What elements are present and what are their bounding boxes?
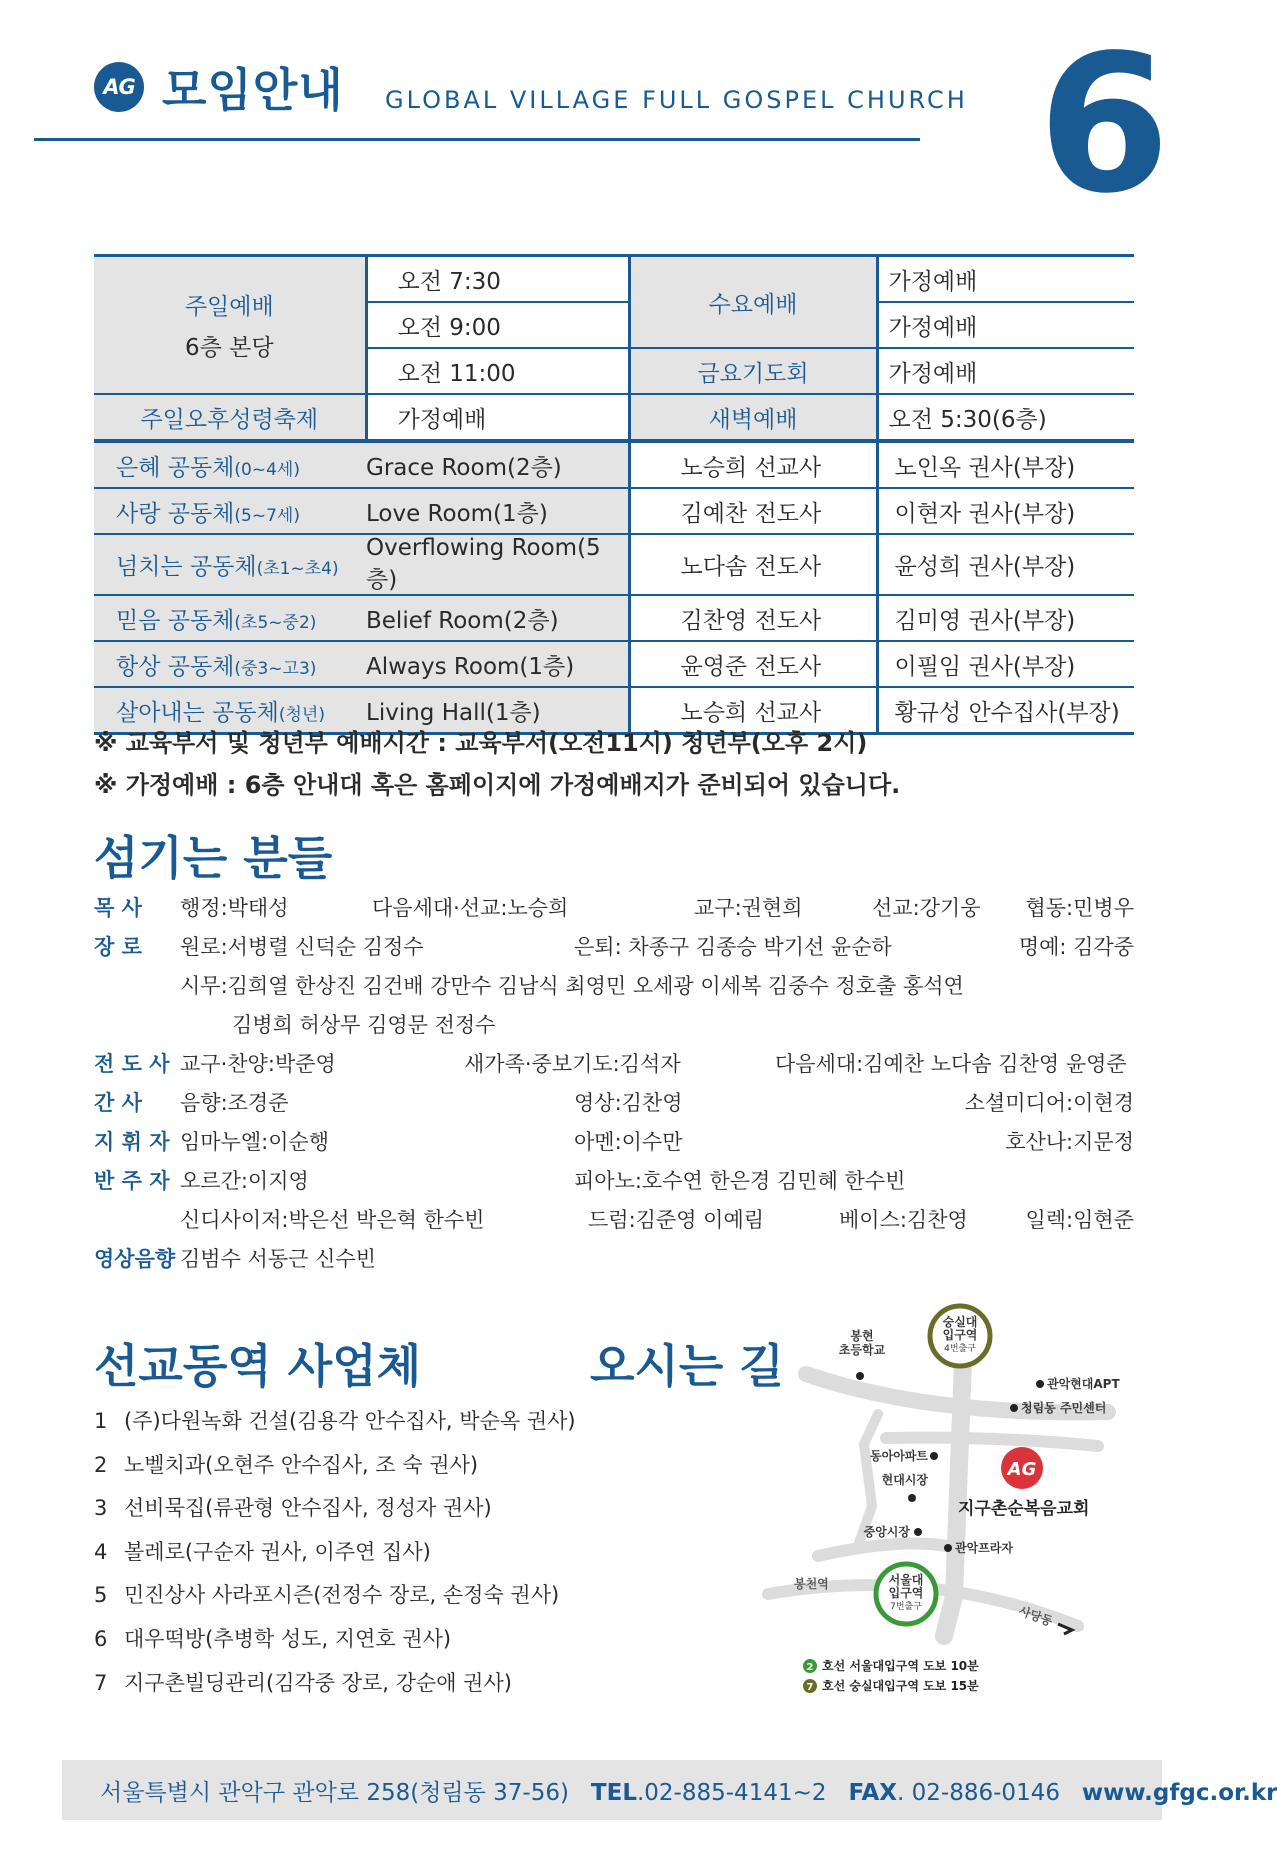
staff-role-label: 장 로 [94,935,142,959]
community-row [94,534,1134,595]
community-pastor: 김예찬 전도사 [629,488,877,534]
map-dot-dong-a [930,1452,938,1460]
community-room: Grace Room(2층) [366,442,629,489]
map-label-sadang: 사당동 [1016,1603,1055,1629]
staff-entry: 김범수 서동근 신수빈 [180,1247,376,1271]
note-home-worship: ※ 가정예배 : 6층 안내대 혹은 홈페이지에 가정예배지가 준비되어 있습니다. [94,771,901,799]
legend-line2-text: 호선 서울대입구역 도보 10분 [822,1659,979,1673]
sunday-service-label: 주일예배 [184,294,274,320]
church-map-logo-text: AG [1007,1459,1037,1480]
staff-role-label: 반 주 자 [94,1169,170,1193]
map-label-center: 청림동 주민센터 [1021,1401,1107,1415]
community-pastor: 윤영준 전도사 [629,641,877,687]
community-name-cell [94,595,366,641]
map-dot-apt [1036,1380,1044,1388]
community-room: Belief Room(2층) [366,595,629,641]
staff-role-label: 지 휘 자 [94,1130,170,1154]
sunday-service-cell [94,256,366,395]
staff-entry: 오르간:이지영 [180,1169,309,1193]
staff-row [94,1204,1134,1243]
dawn-service-label: 새벽예배 [629,394,877,441]
community-name: 믿음 공동체 [116,607,235,634]
staff-entry: 드럼:김준영 이예림 [588,1208,765,1232]
page-title: 모임안내 [162,63,344,117]
church-name-english: GLOBAL VILLAGE FULL GOSPEL CHURCH [385,86,968,114]
mission-business-number: 3 [94,1496,108,1521]
community-table [94,440,1134,735]
map-label-central-market: 중앙시장 [863,1525,910,1539]
mission-business-text: 선비묵집(류관형 안수집사, 정성자 권사) [124,1496,492,1521]
staff-entry: 시무:김희열 한상진 김건배 강만수 김남식 최영민 오세광 이세복 김중수 정호출 홍석연 [180,974,964,998]
staff-entry: 영상:김찬영 [574,1091,683,1115]
staff-row [94,931,1134,970]
staff-entry: 신디사이저:박은선 박은혁 한수빈 [180,1208,485,1232]
community-leader: 윤성희 권사(부장) [877,534,1134,595]
staff-entry: 은퇴: 차종구 김종승 박기선 윤순하 [574,935,892,959]
staff-entry: 행정:박태성 [180,896,289,920]
mission-business-list [94,1400,576,1705]
map-school-dot [856,1372,864,1380]
sunday-service-place: 6층 본당 [184,335,274,361]
mission-business-number: 1 [94,1409,108,1433]
community-name: 항상 공동체 [116,653,235,680]
community-pastor: 김찬영 전도사 [629,595,877,641]
legend-line2-num: 2 [806,1662,814,1673]
staff-role-label: 목 사 [94,896,142,920]
mission-business-item [94,1444,576,1488]
community-leader: 이현자 권사(부장) [877,488,1134,534]
road-upper [886,1438,1098,1446]
map-dot-central-market [914,1528,922,1536]
directions-section-title: 오시는 길 [590,1339,784,1393]
community-name-cell [94,442,366,489]
community-age: (5~7세) [234,505,300,526]
sunday-afternoon-value: 가정예배 [366,394,629,441]
sunday-afternoon-label: 주일오후성령축제 [94,394,366,441]
staff-entry: 교구·찬양:박준영 [180,1052,336,1076]
mission-section-title: 선교동역 사업체 [94,1339,422,1393]
community-name-cell [94,641,366,687]
staff-entry: 임마누엘:이순행 [180,1130,330,1154]
footer-tel-label: TEL [590,1780,637,1806]
community-pastor: 노승희 선교사 [629,687,877,734]
community-room: Overflowing Room(5층) [366,534,629,595]
station-bottom-marker [876,1564,936,1624]
church-logo: AG [94,62,144,112]
sunday-time-1: 오전 7:30 [366,256,629,303]
mission-business-item [94,1574,576,1618]
community-pastor: 노다솜 전도사 [629,534,877,595]
mission-business-item [94,1400,576,1444]
community-age: (초1~초4) [256,559,339,579]
worship-schedule-table [94,254,1134,442]
station-bottom-line1: 서울대 [888,1573,924,1587]
mission-business-number: 7 [94,1670,108,1695]
community-row [94,442,1134,489]
community-age: (청년) [278,704,325,725]
friday-prayer-value: 가정예배 [877,348,1134,394]
staff-row [94,1126,1134,1165]
station-top-marker [930,1306,990,1366]
community-row [94,488,1134,534]
staff-entry: 아멘:이수만 [574,1130,683,1154]
staff-row [94,1048,1134,1087]
staff-section-title: 섬기는 분들 [94,831,333,885]
mission-business-text: 지구촌빌딩관리(김각중 장로, 강순애 권사) [124,1670,512,1695]
dawn-service-value: 오전 5:30(6층) [877,394,1134,441]
community-name: 은혜 공동체 [116,454,235,481]
staff-entry: 베이스:김찬영 [839,1208,968,1232]
footer-fax-label: FAX [848,1780,898,1806]
staff-entry: 다음세대·선교:노승희 [372,896,569,920]
station-bottom-line3: 7번출구 [890,1602,922,1612]
footer-contact [100,1774,1277,1807]
legend-line7-num: 7 [806,1682,814,1693]
map-label-plaza: 관악프라자 [955,1541,1013,1555]
staff-entry: 명예: 김각중 [1018,935,1134,959]
community-leader: 황규성 안수집사(부장) [877,687,1134,734]
church-map-name: 지구촌순복음교회 [958,1499,1090,1519]
station-top-line1: 숭실대 [942,1315,978,1329]
community-leader: 이필임 권사(부장) [877,641,1134,687]
community-name-cell [94,534,366,595]
staff-row [94,1165,1134,1204]
community-row [94,595,1134,641]
wednesday-service-label: 수요예배 [629,256,877,349]
mission-business-text: 볼레로(구순자 권사, 이주연 집사) [124,1539,431,1564]
community-name: 살아내는 공동체 [116,699,279,726]
sunday-time-2: 오전 9:00 [366,302,629,348]
staff-entry: 원로:서병렬 신덕순 김정수 [180,935,424,959]
map-label-hyundai-market: 현대시장 [881,1473,928,1487]
mission-business-item [94,1487,576,1531]
staff-role-label: 전 도 사 [94,1052,170,1076]
footer-address: 서울특별시 관악구 관악로 258(청림동 37-56) [100,1780,569,1806]
staff-role-label: 간 사 [94,1091,142,1115]
mission-business-text: 민진상사 사라포시즌(전정수 장로, 손정숙 권사) [124,1583,560,1608]
footer-fax: . 02-886-0146 [897,1780,1060,1806]
community-room: Always Room(1층) [366,641,629,687]
header-rule [34,138,920,141]
staff-entry: 소셜미디어:이현경 [964,1091,1134,1115]
community-row [94,641,1134,687]
staff-entry: 새가족·중보기도:김석자 [464,1052,681,1076]
road-left [818,1544,956,1557]
community-name: 넘치는 공동체 [116,554,257,580]
footer-tel: .02-885-4141~2 [636,1780,827,1806]
staff-entry: 호산나:지문정 [1005,1130,1134,1154]
community-age: (중3~고3) [234,658,317,679]
community-pastor: 노승희 선교사 [629,442,877,489]
staff-role-label: 영상음향 [94,1247,176,1271]
notes [94,722,900,806]
community-age: (0~4세) [234,459,300,480]
staff-entry: 일렉:임현준 [1025,1208,1134,1232]
mission-business-text: (주)다원녹화 건설(김용각 안수집사, 박순옥 권사) [124,1409,576,1433]
community-room: Living Hall(1층) [366,687,629,734]
community-room: Love Room(1층) [366,488,629,534]
station-bottom-line2: 입구역 [888,1586,924,1600]
note-service-times: ※ 교육부서 및 청년부 예배시간 : 교육부서(오전11시) 청년부(오후 2시) [94,729,868,757]
map-dot-hyundai-market [908,1494,916,1502]
staff-entry: 피아노:호수연 한은경 김민혜 한수빈 [574,1169,906,1193]
legend-line7-text: 호선 숭실대입구역 도보 15분 [822,1679,979,1693]
staff-row [94,1087,1134,1126]
mission-business-number: 2 [94,1452,108,1477]
staff-entry: 협동:민병우 [1025,896,1134,920]
page-number: 6 [1038,14,1171,235]
staff-row [94,970,1134,1009]
map-school-line1: 봉현 [850,1329,874,1343]
wednesday-value-2: 가정예배 [877,302,1134,348]
map-label-bongcheon: 봉천역 [794,1577,829,1591]
map-dot-center [1010,1404,1018,1412]
staff-list [94,892,1134,1282]
map-school-line2: 초등학교 [838,1343,886,1357]
sunday-time-3: 오전 11:00 [366,348,629,394]
location-map [768,1296,1168,1696]
map-label-apt: 관악현대APT [1047,1377,1120,1391]
staff-row [94,892,1134,931]
mission-business-number: 6 [94,1626,108,1651]
staff-entry: 음향:조경준 [180,1091,289,1115]
staff-entry: 김병희 허상무 김영문 전정수 [232,1013,496,1037]
staff-entry: 교구:권현희 [694,896,803,920]
staff-entry: 선교:강기웅 [872,896,981,920]
community-age: (초5~중2) [234,612,317,633]
map-dot-plaza [944,1544,952,1552]
staff-entry: 다음세대:김예찬 노다솜 김찬영 윤영준 [775,1052,1127,1076]
staff-row [94,1243,1134,1282]
station-top-line3: 4번출구 [944,1344,976,1354]
mission-business-number: 4 [94,1539,108,1564]
staff-row [94,1009,1134,1048]
community-leader: 노인옥 권사(부장) [877,442,1134,489]
community-name-cell [94,488,366,534]
station-top-line2: 입구역 [942,1328,978,1342]
mission-business-item [94,1531,576,1575]
map-label-dong-a: 동아아파트 [870,1449,928,1463]
mission-business-text: 노벨치과(오현주 안수집사, 조 숙 권사) [124,1452,479,1477]
mission-business-number: 5 [94,1583,108,1608]
mission-business-item [94,1618,576,1662]
footer-website[interactable]: www.gfgc.or.kr [1081,1780,1277,1806]
community-leader: 김미영 권사(부장) [877,595,1134,641]
community-name: 사랑 공동체 [116,500,235,527]
mission-business-text: 대우떡방(추병학 성도, 지연호 권사) [124,1626,452,1651]
mission-business-item [94,1662,576,1706]
friday-prayer-label: 금요기도회 [629,348,877,394]
wednesday-value-1: 가정예배 [877,256,1134,303]
